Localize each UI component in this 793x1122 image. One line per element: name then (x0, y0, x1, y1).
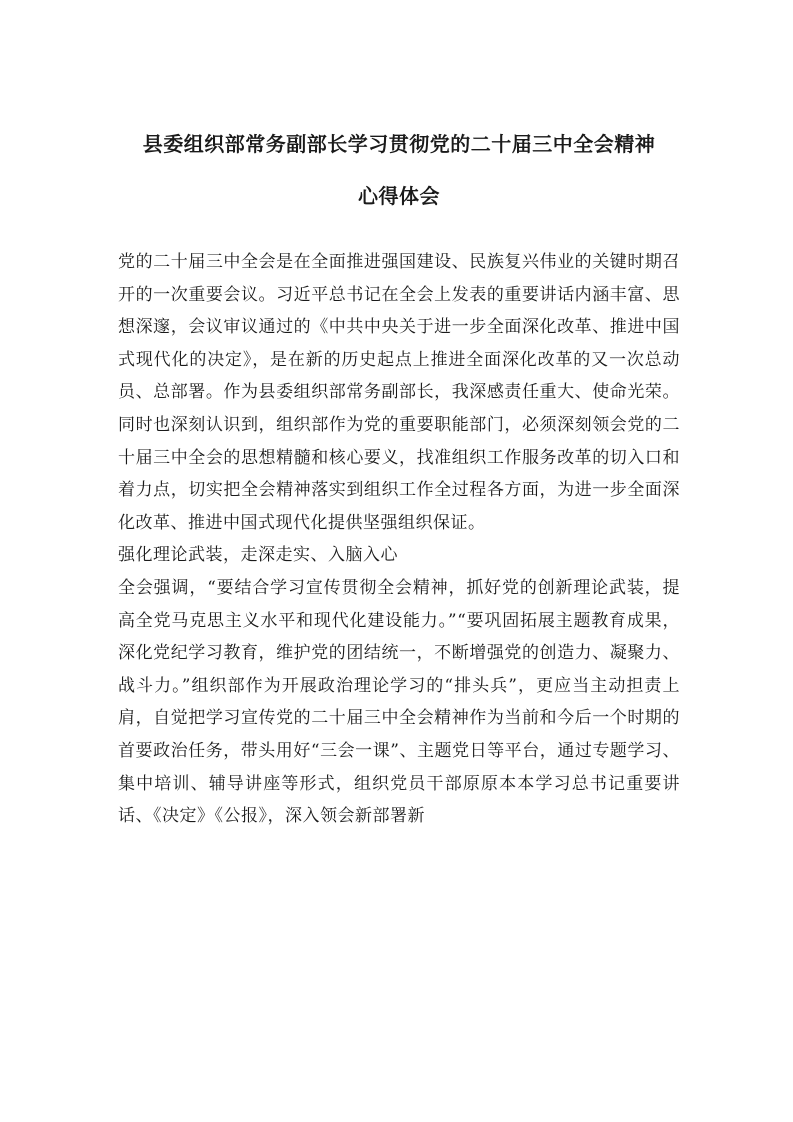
document-body (118, 246, 680, 833)
section-heading: 强化理论武装，走深走实、入脑入心 (118, 545, 398, 566)
document-page (118, 118, 680, 833)
intro-paragraph: 党的二十届三中全会是在全面推进强国建设、民族复兴伟业的关键时期召开的一次重要会议。习近平总书记在全会上发表的重要讲话内涵丰富、思想深邃，会议审议通过的《中共中央关于进一步全面深化改革、推进中国式现代化的决定》，是在新的历史起点上推进全面深化改革的又一次总动员、总部署。作为县委组织部常务副部长，我深感责任重大、使命光荣。同时也深刻认识到，组织部作为党的重要职能部门，必须深刻领会党的二十届三中全会的思想精髓和核心要义，找准组织工作服务改革的切入口和着力点，切实把全会精神落实到组织工作全过程各方面，为进一步全面深化改革、推进中国式现代化提供坚强组织保证。 (118, 252, 680, 533)
section-paragraph: 全会强调，“要结合学习宣传贯彻全会精神，抓好党的创新理论武装，提高全党马克思主义水平和现代化建设能力。”“要巩固拓展主题教育成果，深化党纪学习教育，维护党的团结统一，不断增强党的创造力、凝聚力、战斗力。”组织部作为开展政治理论学习的“排头兵”，更应当主动担责上肩，自觉把学习宣传党的二十届三中全会精神作为当前和今后一个时期的首要政治任务，带头用好“三会一课”、主题党日等平台，通过专题学习、集中培训、辅导讲座等形式，组织党员干部原原本本学习总书记重要讲话、《决定》《公报》，深入领会新部署新 (118, 577, 680, 827)
title-line-1: 县委组织部常务副部长学习贯彻党的二十届三中全会精神 (142, 132, 656, 156)
document-title (118, 118, 680, 222)
title-line-2: 心得体会 (358, 184, 440, 208)
